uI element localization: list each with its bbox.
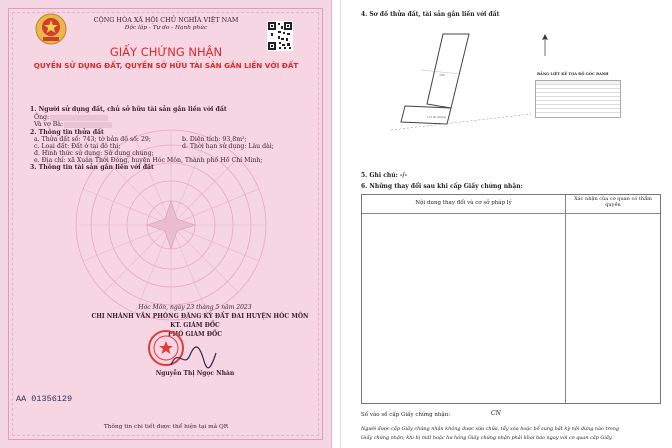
serial-number: AA 01356129	[16, 394, 73, 404]
redacted-name-2	[64, 122, 112, 128]
signature	[168, 343, 218, 373]
deputy-director: PHÓ GIÁM ĐỐC	[167, 331, 223, 338]
coordinate-table	[535, 80, 621, 118]
qr-footer-note: Thông tin chi tiết được thể hiện tại mã QR	[103, 424, 229, 430]
section-3-heading: 3. Thông tin tài sản gắn liền với đất	[30, 164, 154, 171]
section-4-heading: 4. Sơ đồ thửa đất, tài sản gắn liền với đất	[361, 11, 500, 18]
cert-title: GIẤY CHỨNG NHẬN	[109, 45, 223, 59]
land-type: c. Loại đất: Đất ở tại đô thị;	[34, 143, 121, 150]
cert-number-label: Số vào sổ cấp Giấy chứng nhận:	[361, 412, 451, 418]
issuing-office: CHI NHÁNH VĂN PHÒNG ĐĂNG KÝ ĐẤT ĐAI HUYỆN HÓC MÔN	[91, 313, 309, 320]
signer-name: Nguyễn Thị Ngọc Nhàn	[155, 370, 235, 377]
owner-1-label: Ông:	[34, 114, 50, 121]
land-address: e. Địa chỉ: xã Xuân Thới Đông, huyện Hóc Môn, Thành phố Hồ Chí Minh;	[34, 157, 263, 164]
national-title: CỘNG HÒA XÃ HỘI CHỦ NGHĨA VIỆT NAM	[93, 16, 239, 24]
land-term: d. Thời hạn sử dụng: Lâu dài;	[182, 143, 274, 150]
confirmation-col-header: Xác nhận của cơ quan có thẩm quyền	[574, 196, 652, 208]
svg-text:Lối đi chung: Lối đi chung	[427, 115, 446, 119]
national-motto: Độc lập - Tự do - Hạnh phúc	[124, 25, 208, 31]
land-area: b. Diện tích: 93,8m²;	[182, 136, 247, 143]
section-1-heading: 1. Người sử dụng đất, chủ sở hữu tài sản gắn liền với đất	[30, 106, 227, 113]
issue-date: Hóc Môn, ngày 23 tháng 5 năm 2023	[138, 304, 252, 311]
warning-note-line-2: Giấy chứng nhận; khi bị mất hoặc hư hỏng Giấy chứng nhận phải khai báo ngay với cơ quan cấp Giấy.	[361, 435, 613, 441]
land-use-form: đ. Hình thức sử dụng: Sử dụng chung;	[34, 150, 154, 157]
coordinate-table-title: BẢNG LIỆT KÊ TỌA ĐỘ GÓC RANH	[537, 72, 609, 76]
certificate-back-page	[340, 0, 672, 448]
section-2-heading: 2. Thông tin thửa đất	[30, 129, 104, 136]
warning-note-line-1: Người được cấp Giấy chứng nhận không được sửa chữa, tẩy xóa hoặc bổ sung bất kỳ nội dung nào trong	[361, 426, 620, 432]
land-plot-diagram	[381, 30, 561, 150]
cert-number-value: CN	[491, 410, 501, 417]
changes-table	[361, 194, 661, 404]
north-arrow-icon	[541, 34, 549, 56]
section-5-notes: 5. Ghi chú: -/-	[361, 172, 408, 179]
certificate-front-page	[0, 0, 332, 448]
section-6-heading: 6. Những thay đổi sau khi cấp Giấy chứng nhận:	[361, 183, 523, 190]
owner-2-label: Và vợ Bà:	[34, 121, 64, 128]
kt-director: KT. GIÁM ĐỐC	[170, 322, 220, 329]
svg-text:743: 743	[439, 73, 445, 77]
cert-subtitle: QUYỀN SỬ DỤNG ĐẤT, QUYỀN SỞ HỮU TÀI SẢN GẮN LIỀN VỚI ĐẤT	[33, 61, 299, 70]
changes-col-header: Nội dung thay đổi và cơ sở pháp lý	[415, 200, 512, 206]
land-parcel: a. Thửa đất số: 743; tờ bản đồ số: 29;	[34, 136, 151, 143]
